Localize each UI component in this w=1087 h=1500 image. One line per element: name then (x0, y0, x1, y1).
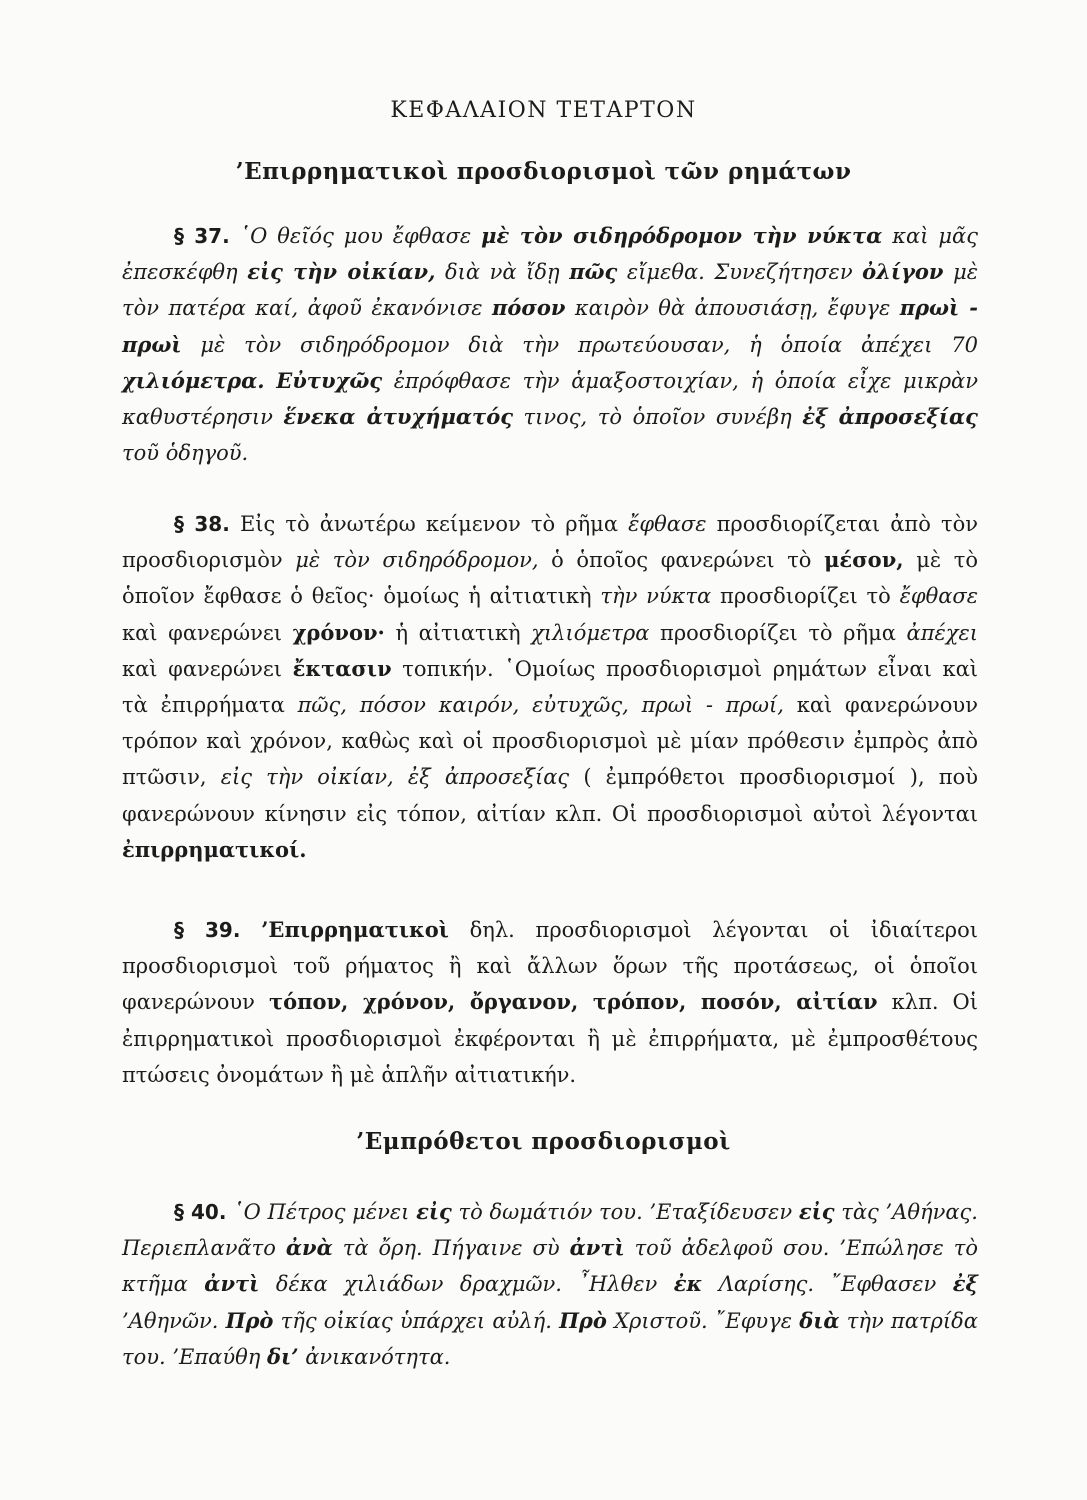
text-run: ἐπρόφθασε τὴν ἁμαξοστοιχίαν, ἡ ὁποία εἶχε μικρὰν καθυστέρησιν (122, 368, 978, 430)
highlight-run: διὰ (799, 1307, 840, 1333)
text-run: καὶ φανερώνουν τρόπον καὶ χρόνον, καθὼς καὶ οἱ προσδιορισμοὶ μὲ μίαν πρόθεσιν ἐμπρὸς ἀπὸ πτῶσιν, (122, 693, 978, 790)
italic-run: ἀπέχει (906, 620, 978, 645)
text-run: διὰ νὰ ἴδῃ (445, 260, 560, 285)
text-run: ἡ αἰτιατικὴ (395, 620, 521, 645)
text-run: ὁ ὁποῖος φανερώνει τὸ (551, 548, 812, 573)
highlight-run: πρωὶ - πρωὶ (122, 295, 978, 357)
highlight-run: χιλιόμετρα. (122, 367, 265, 393)
section-heading-prepositional: ’Εμπρόθετοι προσδιορισμοὶ (356, 1128, 731, 1155)
text-run: Εἰς τὸ ἀνωτέρω κείμενον τὸ ρῆμα (239, 512, 618, 536)
text-run: τὴν πατρίδα του. ’Επαύθη (122, 1308, 978, 1369)
section-number: § 39. (174, 918, 241, 942)
highlight-run: ἀνὰ (285, 1235, 333, 1261)
text-run: κλπ. Οἱ ἐπιρρηματικοὶ προσδιορισμοὶ ἐκφέρονται ἢ μὲ ἐπιρρήματα, μὲ ἐμπροσθέτους πτώσεις ὀνομάτων ἢ μὲ ἁπλῆν αἰτιατικήν. (122, 990, 978, 1087)
highlight-run: ἔκτασιν (292, 655, 392, 681)
text-run: μὲ τὸν πατέρα καί, ἀφοῦ ἐκανόνισε (122, 260, 979, 321)
text-run: τῆς οἰκίας ὑπάρχει αὐλή. (280, 1308, 552, 1333)
section-number: § 37. (174, 224, 230, 248)
highlight-run: πῶς (569, 259, 618, 285)
highlight-run: ἀντὶ (569, 1235, 625, 1261)
paragraph-38 (122, 506, 978, 868)
highlight-run: ἐξ ἀπροσεξίας (802, 404, 978, 430)
text-run: Λαρίσης. ῎Εφθασεν (718, 1272, 937, 1297)
text-run: τὰς ’Αθήνας. Περιεπλανᾶτο (122, 1200, 978, 1261)
text-run: καιρὸν θὰ ἀπουσιάσῃ, ἔφυγε (574, 296, 891, 321)
paragraph-40 (122, 1194, 978, 1375)
text-run: καὶ φανερώνει (122, 656, 283, 681)
text-run: ( ἐμπρόθετοι προσδιορισμοί ), ποὺ φανερώνουν κίνησιν εἰς τόπον, αἰτίαν κλπ. Οἱ προσδιορισμοὶ αὐτοὶ λέγονται (122, 765, 978, 826)
text-run: τὸ δωμάτιόν του. ’Εταξίδευσεν (458, 1200, 793, 1224)
text-run: ῾Ο Πέτρος μένει (233, 1200, 410, 1224)
highlight-run: ἐπιρρηματικοί. (122, 836, 307, 862)
highlight-run: εἰς (798, 1199, 835, 1224)
italic-run: τὴν νύκτα (600, 584, 712, 609)
highlight-run: Πρὸ (559, 1307, 607, 1333)
text-run: τοπικήν. ῾Ομοίως προσδιορισμοὶ ρημάτων εἶναι καὶ τὰ ἐπιρρήματα (122, 656, 978, 718)
highlight-run: μέσον, (824, 547, 904, 573)
text-run: καὶ φανερώνει (122, 620, 282, 645)
section-heading-adverbial: ’Επιρρηματικοὶ προσδιορισμοὶ τῶν ρημάτων (235, 158, 852, 185)
italic-run: χιλιόμετρα (531, 620, 650, 645)
highlight-run: ’Επιρρηματικοὶ (261, 917, 449, 942)
highlight-run: ἕνεκα ἀτυχήματός (283, 404, 513, 430)
highlight-run: δι’ (267, 1343, 299, 1369)
text-run: προσδιορίζει τὸ ρῆμα (660, 620, 896, 645)
text-run: δηλ. προσδιορισμοὶ λέγονται οἱ ἰδιαίτεροι προσδιορισμοὶ τοῦ ρήματος ἢ καὶ ἄλλων ὅρων τῆς προτάσεως, οἱ ὁποῖοι φανερώνουν (122, 918, 978, 1015)
paragraph-37 (122, 218, 978, 471)
text-run: τὰ ὄρη. Πήγαινε σὺ (342, 1236, 560, 1261)
italic-run: ἔφθασε (628, 512, 707, 536)
text-run: μὲ τὸ ὁποῖον ἔφθασε ὁ θεῖος· ὁμοίως ἡ αἰτιατικὴ (122, 548, 978, 609)
text-run: Χριστοῦ. ῎Εφυγε (614, 1308, 792, 1333)
text-run: μὲ τὸν σιδηρόδρομον διὰ τὴν πρωτεύουσαν, ἡ ὁποία ἀπέχει 70 (200, 332, 978, 357)
text-run: τοῦ ἀδελφοῦ σου. ’Επώλησε τὸ κτῆμα (122, 1236, 978, 1297)
highlight-run: ἀντὶ (204, 1271, 260, 1297)
highlight-run: ἐξ (952, 1271, 978, 1297)
section-number: § 38. (174, 512, 230, 536)
highlight-run: εἰς (416, 1199, 452, 1224)
highlight-run: Εὐτυχῶς (276, 367, 383, 393)
chapter-title: ΚΕΦΑΛΑΙΟΝ ΤΕΤΑΡΤΟΝ (390, 98, 697, 123)
italic-run: μὲ τὸν σιδηρόδρομον, (295, 548, 539, 573)
italic-run: εἰς τὴν οἰκίαν, ἐξ ἀπροσεξίας (220, 765, 570, 790)
text-run: δέκα χιλιάδων δραχμῶν. ῏Ηλθεν (275, 1272, 658, 1297)
highlight-run: μὲ τὸν σιδηρόδρομον τὴν νύκτα (481, 223, 883, 248)
highlight-run: τόπον, χρόνον, ὄργανον, τρόπον, ποσόν, αἰτίαν (268, 989, 878, 1015)
highlight-run: εἰς τὴν οἰκίαν, (247, 259, 436, 285)
highlight-run: ἐκ (673, 1271, 703, 1297)
text-run: ’Αθηνῶν. (122, 1308, 219, 1333)
paragraph-39 (122, 912, 978, 1093)
highlight-run: χρόνον· (292, 619, 385, 645)
text-run: προσδιορίζει τὸ (720, 584, 891, 609)
text-run: εἴμεθα. Συνεζήτησεν (626, 260, 853, 285)
text-run: προσδιορίζεται ἀπὸ τὸν προσδιορισμὸν (122, 512, 978, 573)
highlight-run: Πρὸ (225, 1307, 274, 1333)
text-run: τοῦ ὁδηγοῦ. (122, 441, 249, 466)
text-run: τινος, τὸ ὁποῖον συνέβη (523, 405, 792, 430)
text-run: ἀνικανότητα. (305, 1344, 451, 1369)
highlight-run: ὀλίγον (862, 259, 944, 285)
highlight-run: πόσον (492, 295, 566, 321)
italic-run: πῶς, πόσον καιρόν, εὐτυχῶς, πρωὶ - πρωί, (297, 693, 784, 718)
text-run: ῾Ο θεῖός μου ἔφθασε (239, 224, 472, 248)
section-number: § 40. (174, 1200, 227, 1224)
italic-run: ἔφθασε (899, 584, 978, 609)
text-run: καὶ μᾶς ἐπεσκέφθη (122, 224, 978, 285)
